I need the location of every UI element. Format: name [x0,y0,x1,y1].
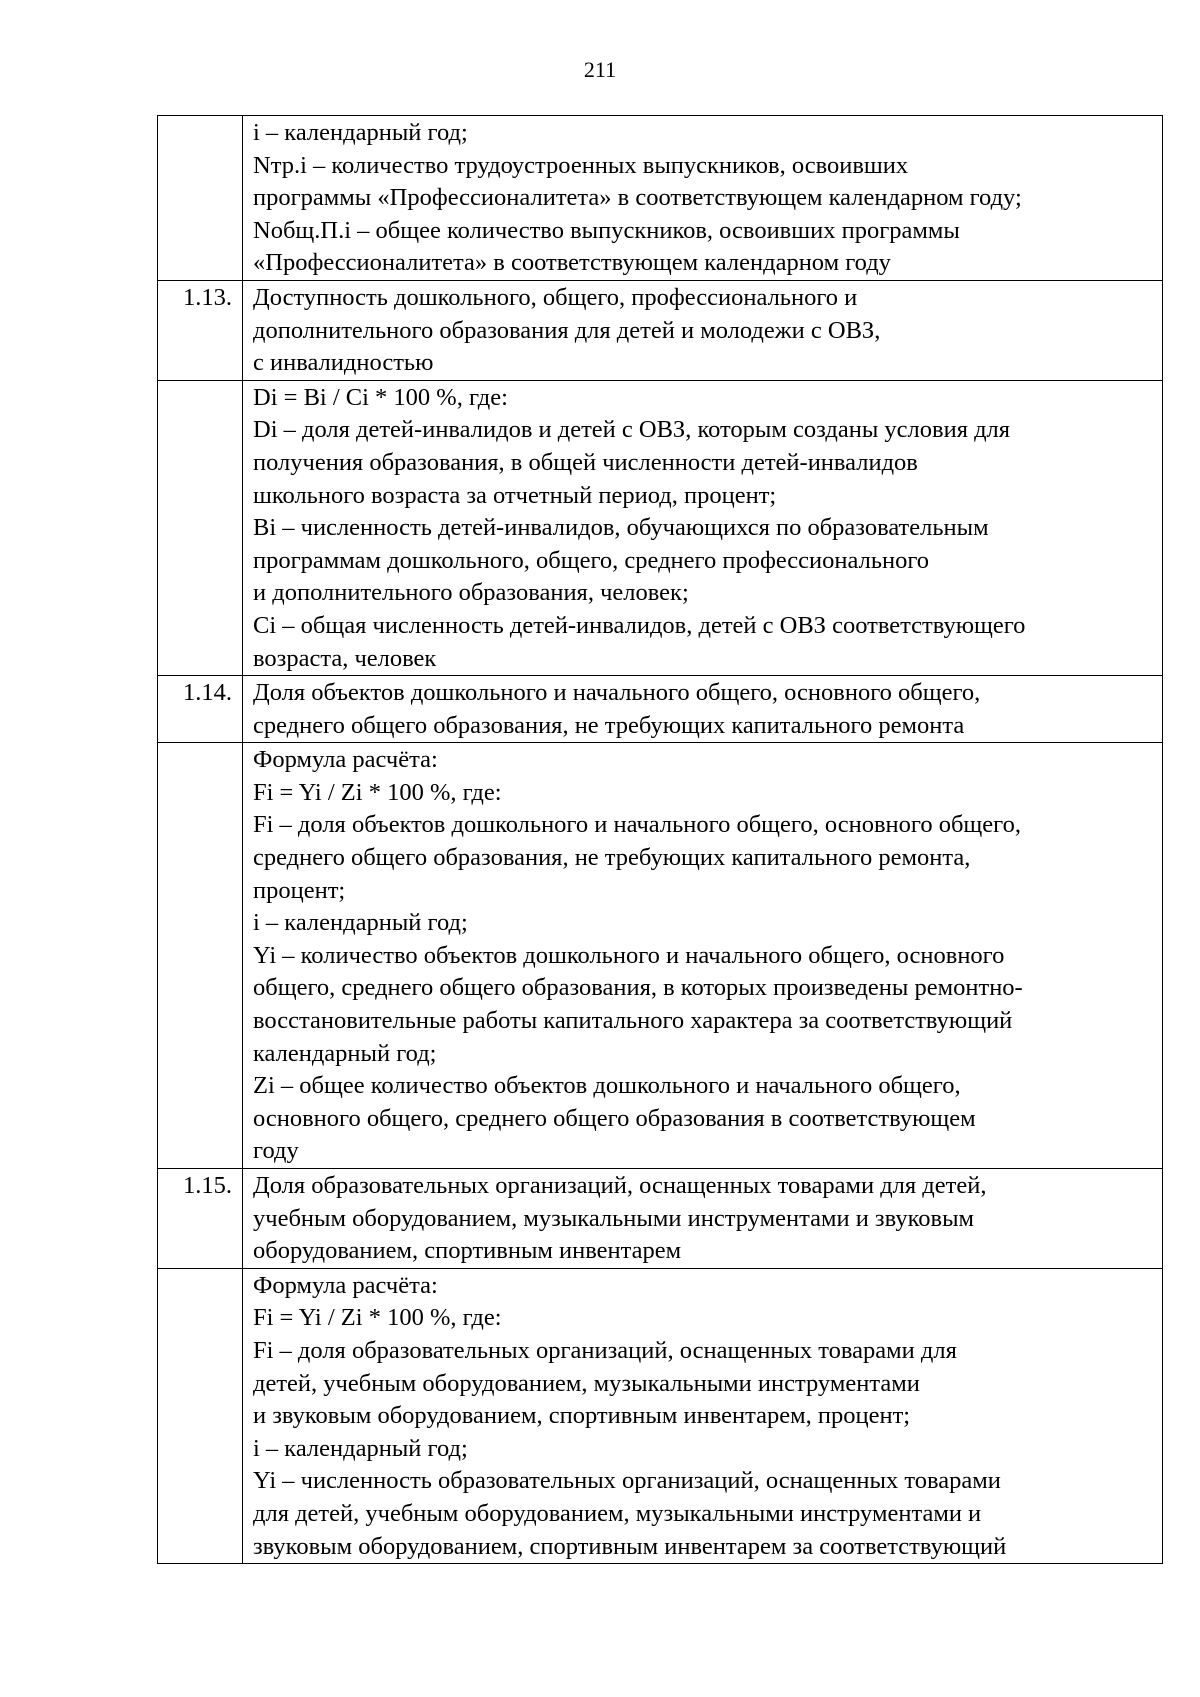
page-number: 211 [583,57,617,82]
text-line: Bi – численность детей-инвалидов, обучающихся по образовательным [253,514,989,542]
text-line: процент; [253,876,346,904]
text-line: году [253,1137,299,1165]
table-row [158,280,1163,380]
text-line: восстановительные работы капитального характера за соответствующий [253,1007,1013,1035]
text-line: Di = Bi / Ci * 100 %, где: [253,383,508,411]
table-body [158,116,1163,1564]
text-line: оборудованием, спортивным инвентарем [253,1237,682,1265]
text-line: программы «Профессионалитета» в соответствующем календарном году; [253,184,1022,212]
text-line: Di – доля детей-инвалидов и детей с ОВЗ, которым созданы условия для [253,416,1011,444]
text-line: дополнительного образования для детей и молодежи с ОВЗ, [253,316,881,344]
table-row [158,116,1163,281]
text-line: i – календарный год; [253,909,468,937]
text-line: Формула расчёта: [253,1271,438,1299]
text-line: и звуковым оборудованием, спортивным инвентарем, процент; [253,1402,911,1430]
row-text-cell [243,743,1163,1169]
text-line: Nтр.i – количество трудоустроенных выпускников, освоивших [253,151,909,179]
row-text-cell [243,116,1163,281]
text-line: общего, среднего общего образования, в которых произведены ремонтно- [253,974,1023,1002]
text-line: Nобщ.П.i – общее количество выпускников, освоивших программы [253,216,960,244]
table-row [158,1268,1163,1563]
indicator-table [157,115,1163,1564]
text-line: Yi – численность образовательных организаций, оснащенных товарами [253,1467,1001,1495]
text-line: основного общего, среднего общего образования в соответствующем [253,1104,976,1132]
row-number-cell: 1.13. [158,280,243,380]
text-line: детей, учебным оборудованием, музыкальными инструментами [253,1369,920,1397]
row-text-cell [243,380,1163,675]
text-line: школьного возраста за отчетный период, процент; [253,481,777,509]
text-line: получения образования, в общей численности детей-инвалидов [253,448,918,476]
text-line: Yi – количество объектов дошкольного и начального общего, основного [253,941,1005,969]
table-row [158,380,1163,675]
text-line: программам дошкольного, общего, среднего профессионального [253,546,930,574]
text-line: среднего общего образования, не требующих капитального ремонта [253,711,965,739]
row-text-cell [243,1169,1163,1269]
text-line: Zi – общее количество объектов дошкольного и начального общего, [253,1072,961,1100]
row-number-cell [158,1268,243,1563]
table-row [158,1169,1163,1269]
text-line: Доля образовательных организаций, оснащенных товарами для детей, [253,1172,987,1199]
row-number-cell: 1.14. [158,676,243,743]
text-line: среднего общего образования, не требующих капитального ремонта, [253,844,971,872]
text-line: Fi – доля объектов дошкольного и начального общего, основного общего, [253,811,1021,839]
text-line: Доступность дошкольного, общего, профессионального и [253,283,858,311]
text-line: и дополнительного образования, человек; [253,579,689,607]
text-line: учебным оборудованием, музыкальными инструментами и звуковым [253,1204,975,1232]
text-line: календарный год; [253,1039,437,1067]
text-line: для детей, учебным оборудованием, музыкальными инструментами и [253,1499,982,1527]
text-line: «Профессионалитета» в соответствующем календарном году [253,249,891,277]
text-line: Доля объектов дошкольного и начального общего, основного общего, [253,679,981,707]
row-number-cell: 1.15. [158,1169,243,1269]
text-line: с инвалидностью [253,349,434,377]
row-text-cell [243,280,1163,380]
text-line: звуковым оборудованием, спортивным инвентарем за соответствующий [253,1532,1007,1560]
text-line: i – календарный год; [253,119,468,146]
table-row [158,676,1163,743]
row-number-cell [158,743,243,1169]
text-line: Формула расчёта: [253,746,438,774]
text-line: Fi = Yi / Zi * 100 %, где: [253,778,502,806]
row-number-cell [158,116,243,281]
row-number-cell [158,380,243,675]
text-line: возраста, человек [253,644,437,672]
row-text-cell [243,676,1163,743]
text-line: Ci – общая численность детей-инвалидов, детей с ОВЗ соответствующего [253,611,1026,639]
table-row [158,743,1163,1169]
row-text-cell [243,1268,1163,1563]
text-line: Fi = Yi / Zi * 100 %, где: [253,1304,502,1332]
text-line: i – календарный год; [253,1434,468,1462]
text-line: Fi – доля образовательных организаций, оснащенных товарами для [253,1336,957,1364]
